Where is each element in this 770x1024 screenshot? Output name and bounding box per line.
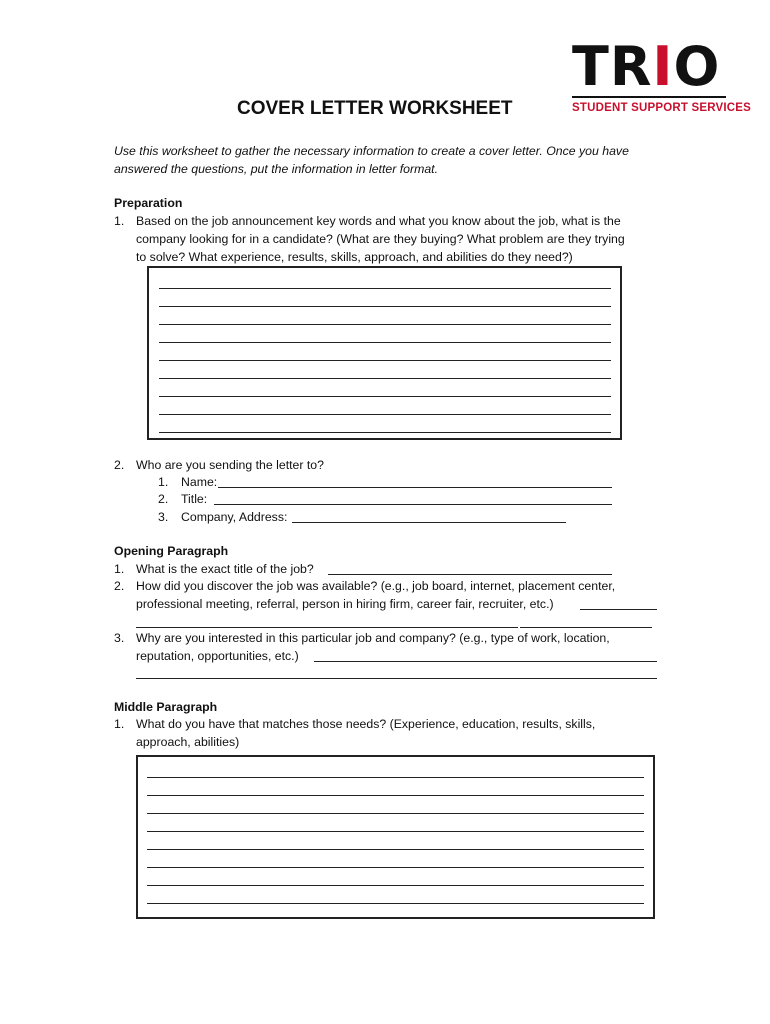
answer-box-middle[interactable] xyxy=(136,755,655,919)
intro-line-1: Use this worksheet to gather the necessary information to create a cover letter. Once you have xyxy=(114,144,629,158)
answer-line xyxy=(159,306,611,307)
page-title: COVER LETTER WORKSHEET xyxy=(237,98,513,119)
discovery-field[interactable] xyxy=(580,609,657,610)
opening-q3-line-2: reputation, opportunities, etc.) xyxy=(136,649,299,663)
question-number: 3. xyxy=(114,631,125,645)
question-number: 1. xyxy=(114,214,125,228)
logo-rule xyxy=(572,96,726,98)
job-title-field[interactable] xyxy=(328,574,612,575)
answer-line xyxy=(159,288,611,289)
question-number: 2. xyxy=(114,458,125,472)
answer-line xyxy=(147,795,644,796)
intro-line-2: answered the questions, put the information in letter format. xyxy=(114,162,438,176)
sub-number: 1. xyxy=(158,475,169,489)
answer-line xyxy=(147,813,644,814)
answer-line xyxy=(147,831,644,832)
question-number: 2. xyxy=(114,579,125,593)
answer-line xyxy=(159,360,611,361)
opening-q2-line-1: How did you discover the job was available? (e.g., job board, internet, placement center, xyxy=(136,579,616,593)
discovery-field-line-2[interactable] xyxy=(136,627,518,628)
section-heading-middle: Middle Paragraph xyxy=(114,700,218,714)
answer-box-preparation[interactable] xyxy=(147,266,622,440)
sub-number: 2. xyxy=(158,492,169,506)
prep-q2-text: Who are you sending the letter to? xyxy=(136,458,324,472)
trio-logo xyxy=(570,35,752,120)
opening-q2-line-2: professional meeting, referral, person in hiring firm, career fair, recruiter, etc.) xyxy=(136,597,554,611)
answer-line xyxy=(147,777,644,778)
name-label: Name: xyxy=(181,475,218,489)
company-address-label: Company, Address: xyxy=(181,510,288,524)
question-number: 1. xyxy=(114,562,125,576)
logo-text-tr: TR xyxy=(572,35,653,98)
prep-q1-line-1: Based on the job announcement key words and what you know about the job, what is the xyxy=(136,214,621,228)
title-field[interactable] xyxy=(214,504,612,505)
opening-q3-line-1: Why are you interested in this particular job and company? (e.g., type of work, location, xyxy=(136,631,610,645)
answer-line xyxy=(159,414,611,415)
interest-field[interactable] xyxy=(314,661,657,662)
opening-q1-text: What is the exact title of the job? xyxy=(136,562,314,576)
answer-line xyxy=(147,867,644,868)
middle-q1-line-1: What do you have that matches those needs? (Experience, education, results, skills, xyxy=(136,717,596,731)
answer-line xyxy=(159,378,611,379)
title-label: Title: xyxy=(181,492,208,506)
question-number: 1. xyxy=(114,717,125,731)
answer-line xyxy=(147,885,644,886)
answer-line xyxy=(159,342,611,343)
answer-line xyxy=(159,324,611,325)
sub-number: 3. xyxy=(158,510,169,524)
middle-q1-line-2: approach, abilities) xyxy=(136,735,240,749)
section-heading-opening: Opening Paragraph xyxy=(114,544,229,558)
name-field[interactable] xyxy=(218,487,612,488)
logo-text-i: I xyxy=(652,35,674,98)
prep-q1-line-3: to solve? What experience, results, skills, approach, and abilities do they need?) xyxy=(136,250,573,264)
interest-field-line-2[interactable] xyxy=(136,678,657,679)
prep-q1-line-2: company looking for in a candidate? (What are they buying? What problem are they trying xyxy=(136,232,625,246)
logo-tagline: STUDENT SUPPORT SERVICES xyxy=(572,102,752,114)
section-heading-preparation: Preparation xyxy=(114,196,183,210)
discovery-field-line-2b[interactable] xyxy=(520,627,652,628)
answer-line xyxy=(147,849,644,850)
answer-line xyxy=(147,903,644,904)
answer-line xyxy=(159,432,611,433)
logo-text-o: O xyxy=(673,35,721,98)
answer-line xyxy=(159,396,611,397)
company-address-field[interactable] xyxy=(292,522,566,523)
